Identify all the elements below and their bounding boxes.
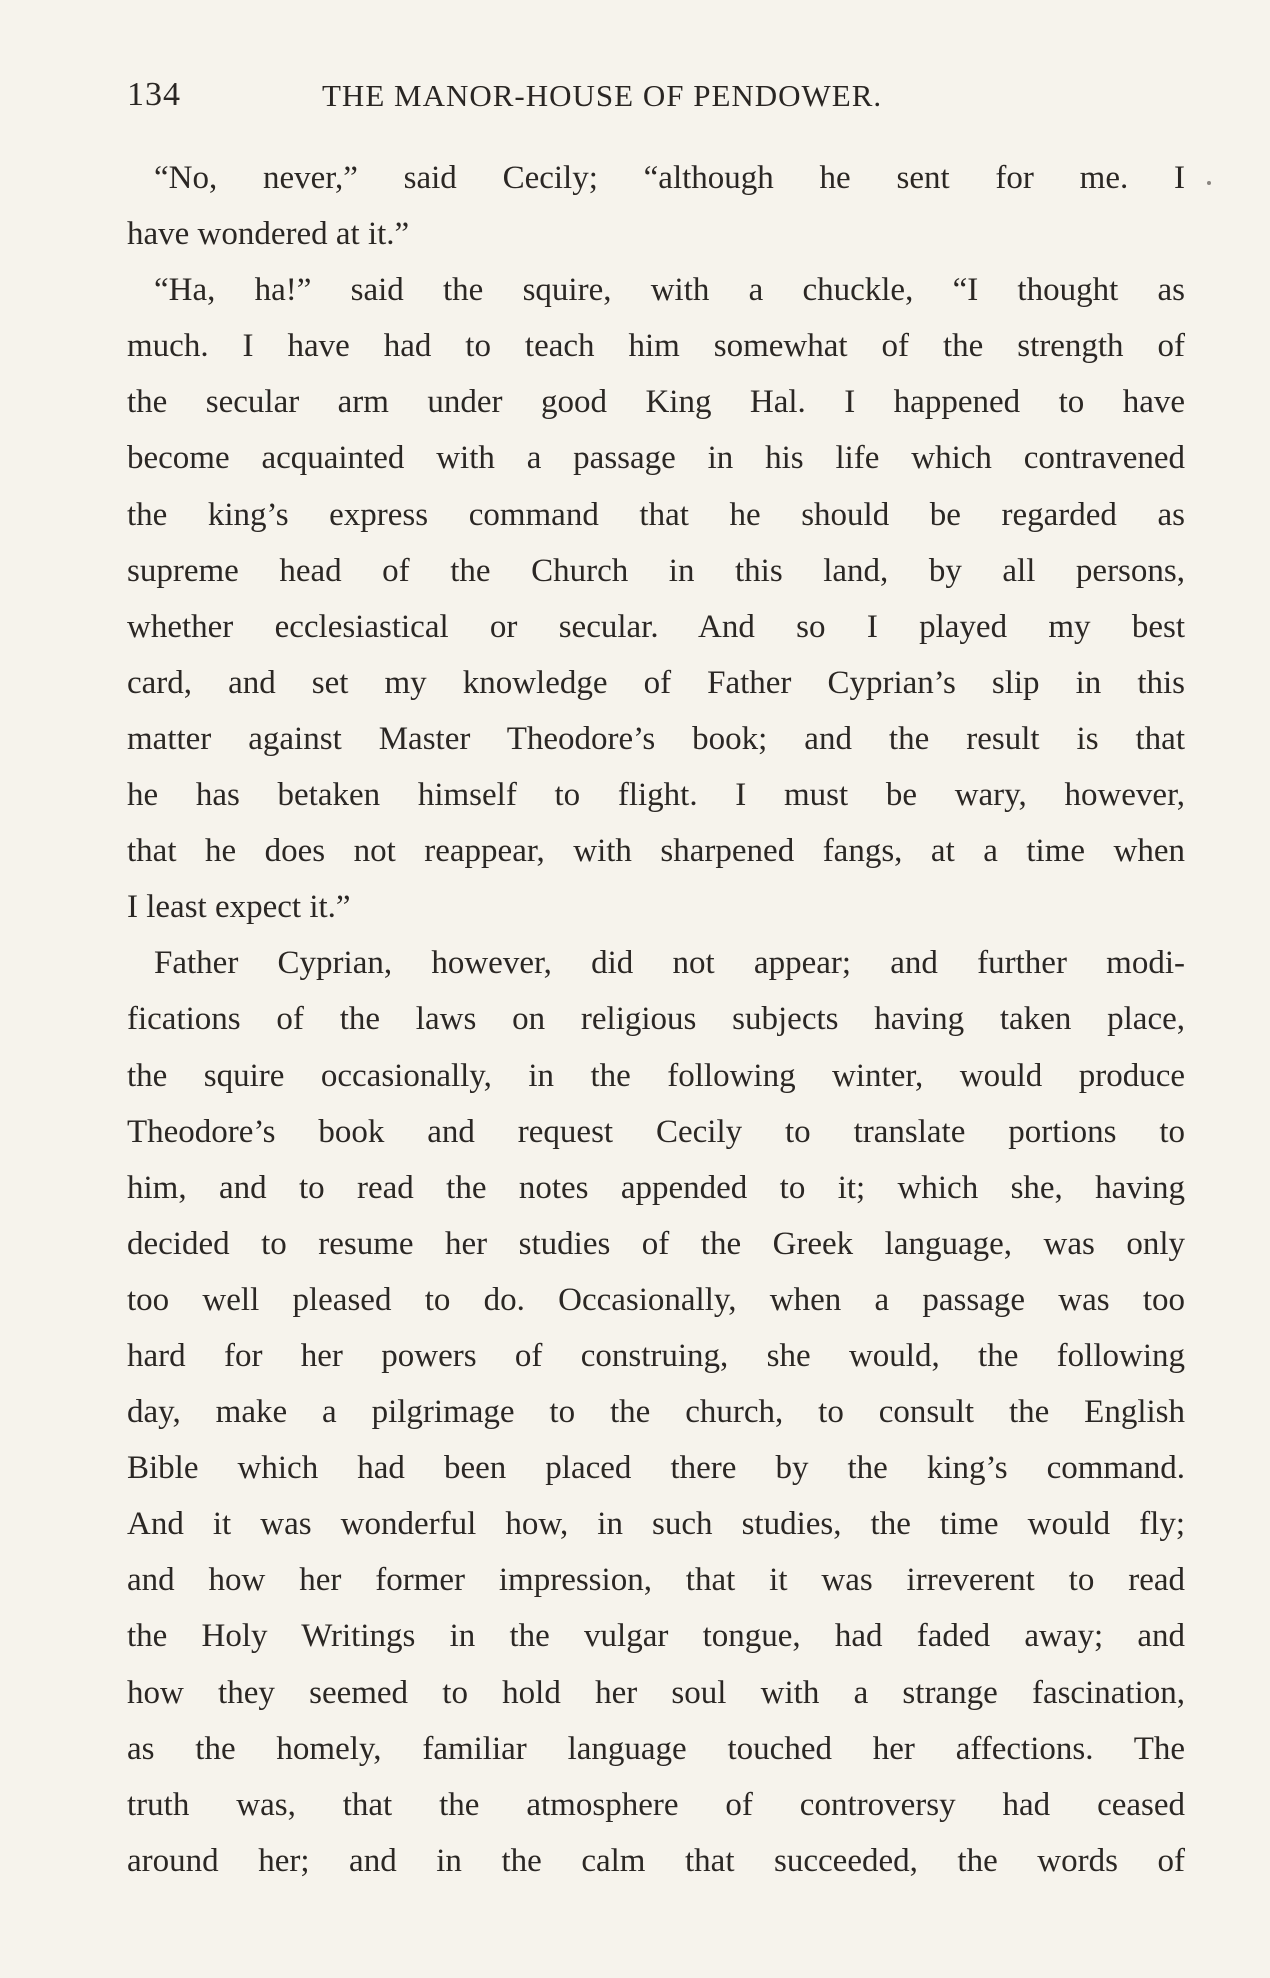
text-line: that he does not reappear, with sharpened fangs, at a time when [127, 833, 1185, 870]
page-number: 134 [127, 76, 181, 113]
text-line: become acquainted with a passage in his life which contravened [127, 440, 1185, 477]
text-line: and how her former impression, that it was irreverent to read [127, 1562, 1185, 1599]
text-line: too well pleased to do. Occasionally, when a passage was too [127, 1281, 1185, 1318]
text-line: him, and to read the notes appended to it; which she, having [127, 1169, 1185, 1206]
margin-speck [1207, 181, 1211, 185]
body-text [127, 150, 1185, 1889]
text-line: matter against Master Theodore’s book; and the result is that [127, 720, 1185, 757]
text-line: supreme head of the Church in this land, by all persons, [127, 552, 1185, 589]
running-head [127, 76, 1185, 126]
text-line: the squire occasionally, in the following winter, would produce [127, 1057, 1185, 1094]
text-line: truth was, that the atmosphere of controversy had ceased [127, 1786, 1185, 1823]
text-line: decided to resume her studies of the Greek language, was only [127, 1225, 1185, 1262]
text-line: Father Cyprian, however, did not appear; and further modi- [154, 945, 1185, 982]
text-line: he has betaken himself to flight. I must be wary, however, [127, 777, 1185, 814]
text-line: fications of the laws on religious subjects having taken place, [127, 1001, 1185, 1038]
text-line: card, and set my knowledge of Father Cyprian’s slip in this [127, 664, 1185, 701]
text-line: “Ha, ha!” said the squire, with a chuckle, “I thought as [154, 272, 1185, 309]
text-line: And it was wonderful how, in such studies, the time would fly; [127, 1506, 1185, 1543]
text-line: around her; and in the calm that succeeded, the words of [127, 1842, 1185, 1879]
text-line: Theodore’s book and request Cecily to translate portions to [127, 1113, 1185, 1150]
text-line: hard for her powers of construing, she would, the following [127, 1337, 1185, 1374]
text-line: as the homely, familiar language touched her affections. The [127, 1730, 1185, 1767]
text-line: much. I have had to teach him somewhat of the strength of [127, 328, 1185, 365]
text-line: the Holy Writings in the vulgar tongue, had faded away; and [127, 1618, 1185, 1655]
text-line: the secular arm under good King Hal. I happened to have [127, 384, 1185, 421]
text-line: how they seemed to hold her soul with a strange fascination, [127, 1674, 1185, 1711]
text-line: I least expect it.” [127, 889, 351, 926]
text-line: the king’s express command that he should be regarded as [127, 496, 1185, 533]
text-line: whether ecclesiastical or secular. And so I played my best [127, 608, 1185, 645]
running-title: THE MANOR-HOUSE OF PENDOWER. [322, 78, 883, 113]
text-line: “No, never,” said Cecily; “although he sent for me. I [154, 160, 1185, 196]
text-line: Bible which had been placed there by the king’s command. [127, 1450, 1185, 1487]
text-line: day, make a pilgrimage to the church, to consult the English [127, 1394, 1185, 1431]
text-line: have wondered at it.” [127, 216, 410, 253]
